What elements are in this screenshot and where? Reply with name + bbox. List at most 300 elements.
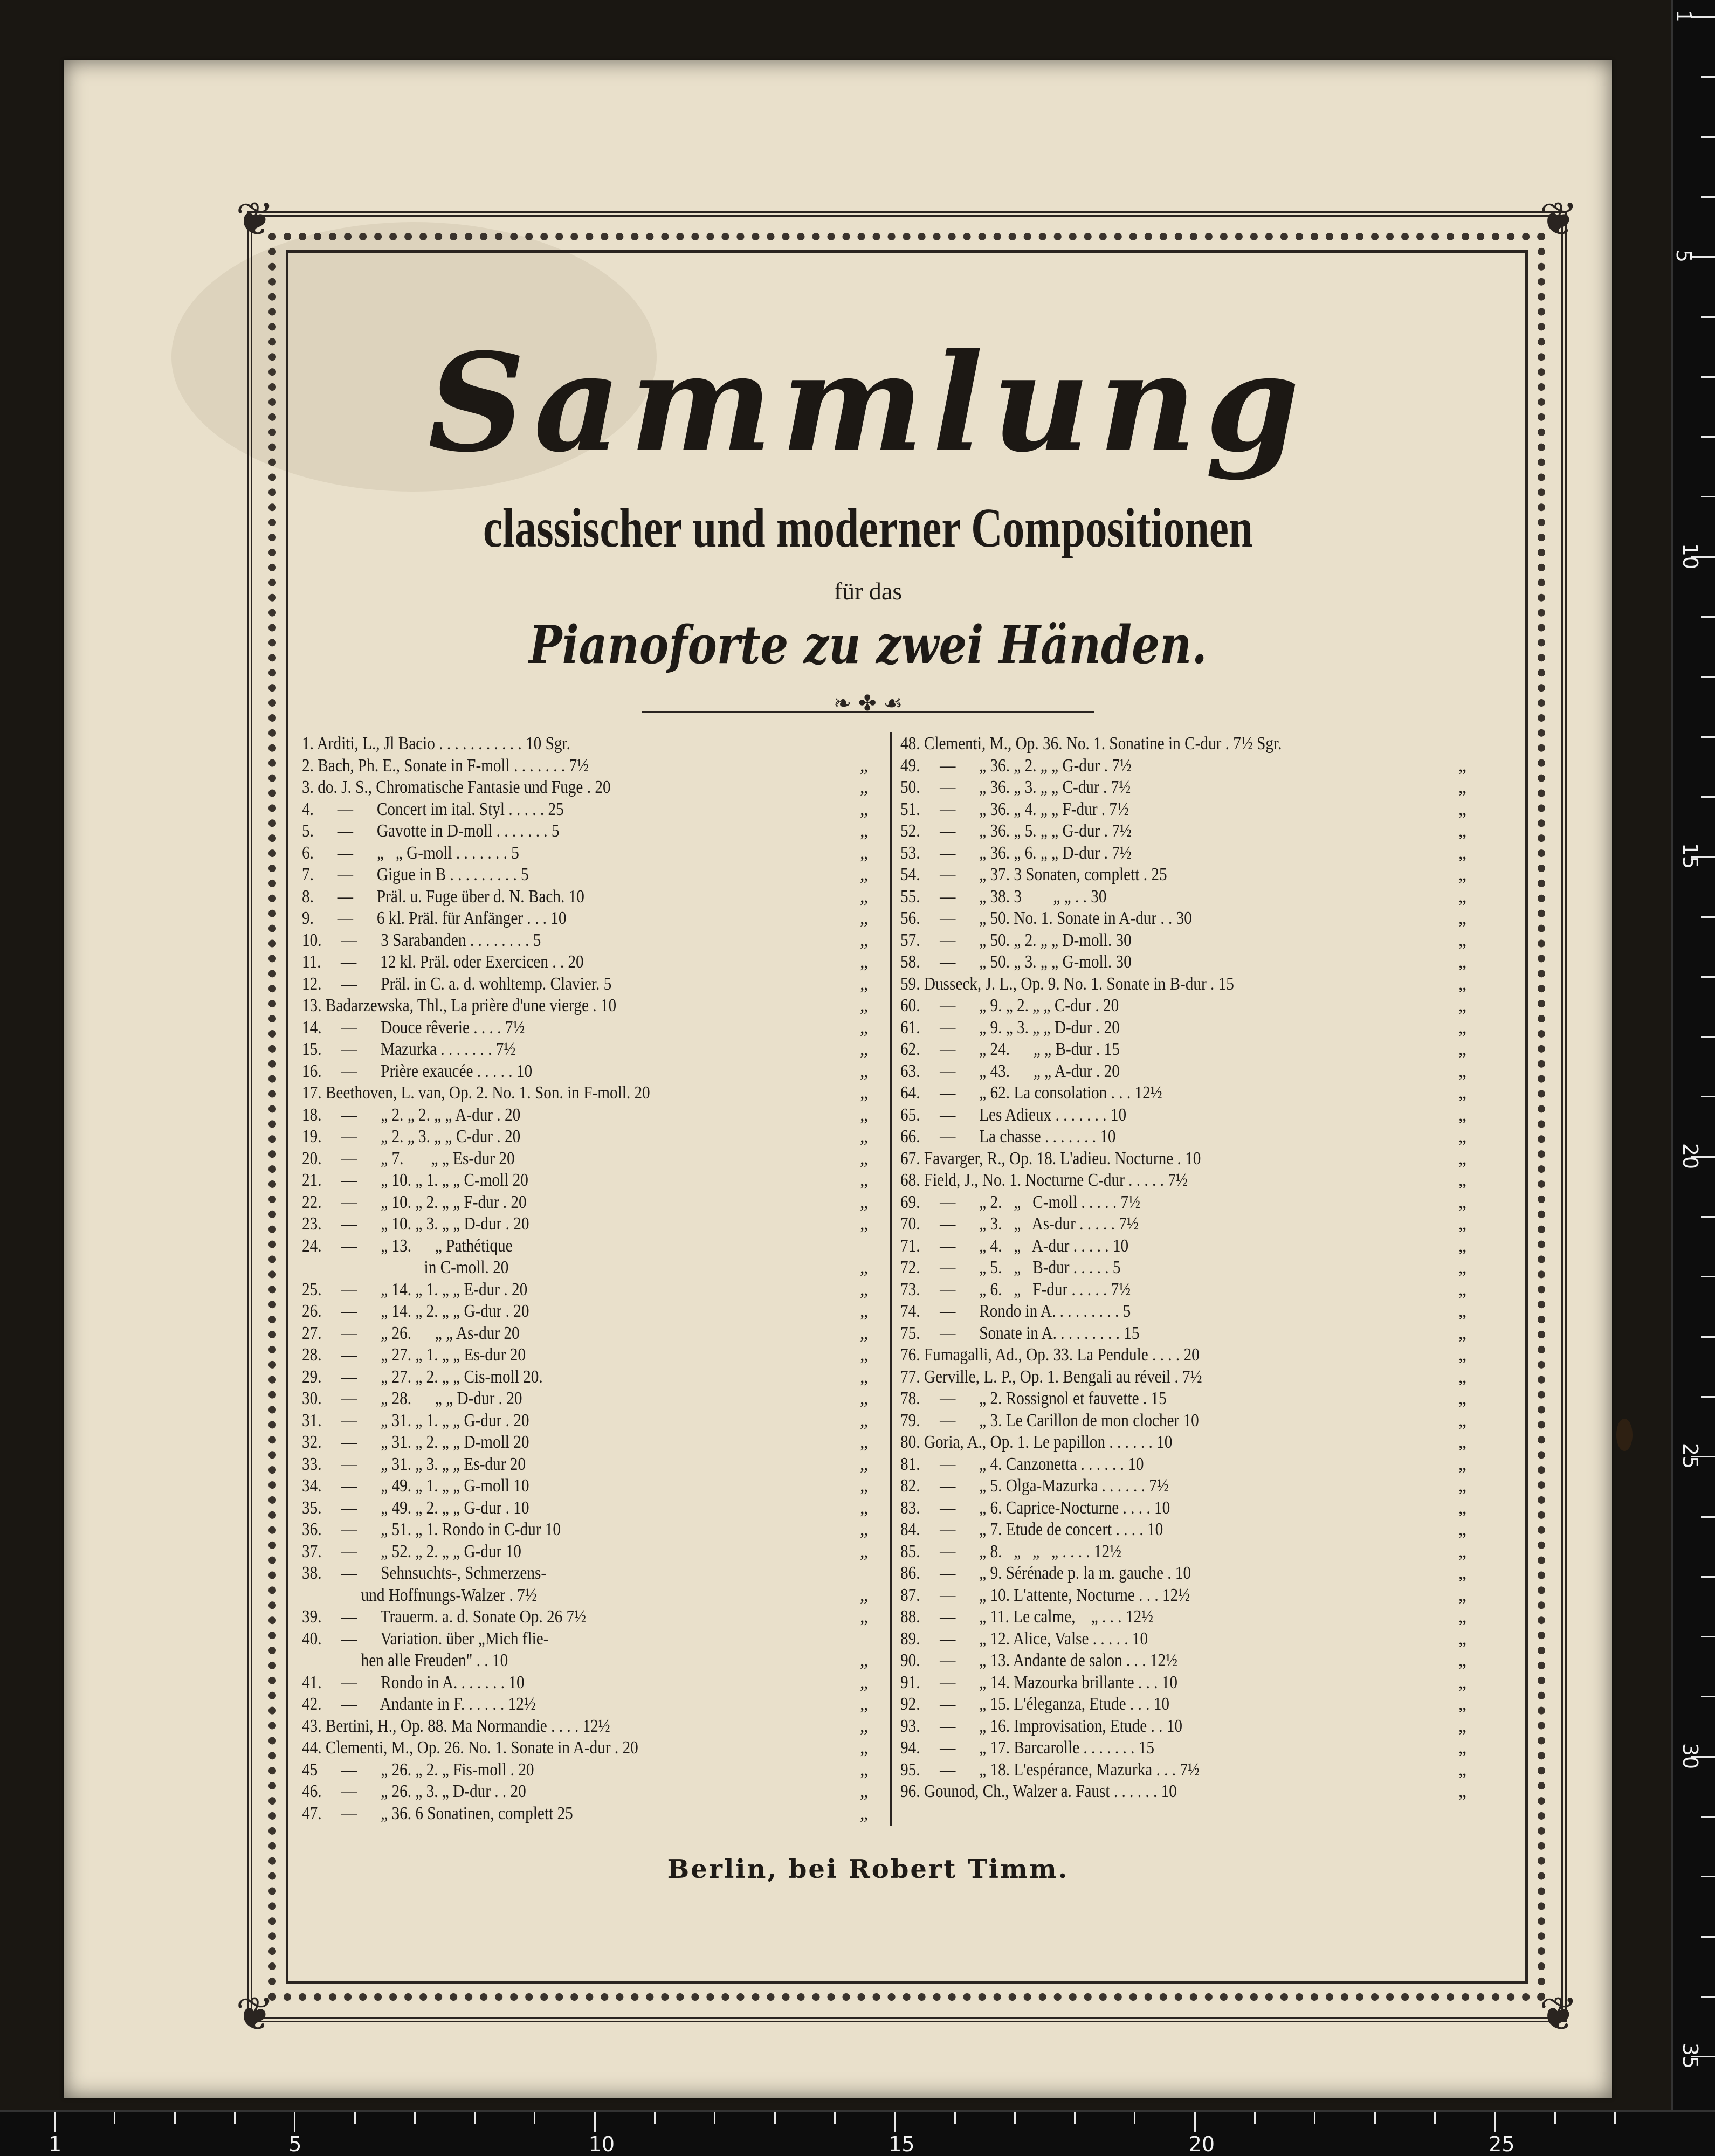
catalog-entry-text: 94. — „ 17. Barcarolle . . . . . . . 15	[900, 1738, 1154, 1758]
catalog-entry-text: 39. — Trauerm. a. d. Sonate Op. 26 7½	[302, 1607, 587, 1627]
catalog-entry	[900, 1410, 1466, 1432]
catalog-entry-text: 15. — Mazurka . . . . . . . 7½	[302, 1039, 516, 1059]
catalog-entry	[302, 733, 868, 755]
catalog-entry	[900, 755, 1466, 777]
catalog-entry-text: 88. — „ 11. Le calme, „ . . . 12½	[900, 1607, 1154, 1627]
price-unit: „	[859, 1650, 868, 1670]
ruler-label: 5	[1672, 250, 1696, 263]
catalog-entry	[900, 1432, 1466, 1454]
price-unit: „	[859, 1476, 868, 1496]
catalog-entry	[302, 1410, 868, 1432]
catalog-entry	[900, 1104, 1466, 1127]
catalog-entry	[302, 1366, 868, 1388]
price-unit: „	[859, 1432, 868, 1452]
ruler-tick	[1701, 676, 1715, 678]
catalog-entry	[900, 1737, 1466, 1759]
catalog-entry	[900, 951, 1466, 973]
price-unit: „	[1458, 1083, 1466, 1103]
catalog-entry	[900, 1497, 1466, 1519]
price-unit: „	[859, 1127, 868, 1146]
price-unit: „	[859, 1519, 868, 1539]
catalog-entry-text: 73. — „ 6. „ F-dur . . . . . 7½	[900, 1279, 1131, 1300]
catalog-entry-text: 75. — Sonate in A. . . . . . . . . 15	[900, 1323, 1140, 1343]
price-unit: „	[1458, 1366, 1466, 1387]
catalog-entry	[900, 1563, 1466, 1585]
price-unit: „	[1458, 1257, 1466, 1277]
price-unit: „	[859, 1170, 868, 1190]
price-unit: „	[1458, 1323, 1466, 1343]
catalog-entry	[302, 1213, 868, 1235]
ruler-label: 1	[49, 2132, 62, 2156]
catalog-entry	[900, 1213, 1466, 1235]
catalog-column-right	[900, 733, 1466, 1803]
catalog-entry	[302, 908, 868, 930]
ruler-tick	[1701, 616, 1715, 618]
catalog-entry-text: 8. — Präl. u. Fuge über d. N. Bach. 10	[302, 886, 584, 907]
catalog-entry-text: 5. — Gavotte in D-moll . . . . . . . 5	[302, 821, 560, 841]
ruler-tick	[1014, 2112, 1016, 2124]
price-unit: „	[1458, 996, 1466, 1015]
price-unit: „	[1458, 755, 1466, 776]
catalog-entry	[900, 886, 1466, 908]
catalog-entry	[900, 1541, 1466, 1563]
catalog-entry	[900, 1716, 1466, 1738]
catalog-entry-text: 90. — „ 13. Andante de salon . . . 12½	[900, 1650, 1178, 1670]
catalog-entry	[302, 1803, 868, 1825]
ruler-tick	[354, 2112, 356, 2124]
price-unit: „	[1458, 1192, 1466, 1212]
ruler-tick	[1434, 2112, 1436, 2124]
catalog-entry	[900, 1344, 1466, 1366]
ruler-tick	[1701, 136, 1715, 138]
for-text: für das	[834, 577, 903, 605]
catalog-entry-text: 79. — „ 3. Le Carillon de mon clocher 10	[900, 1410, 1199, 1431]
catalog-entry-text: 78. — „ 2. Rossignol et fauvette . 15	[900, 1388, 1167, 1408]
catalog-entry-text: 2. Bach, Ph. E., Sonate in F-moll . . . . . . . 7½	[302, 755, 589, 776]
ruler-tick	[1701, 1816, 1715, 1818]
catalog-entry-text: 51. — „ 36. „ 4. „ „ F-dur . 7½	[900, 799, 1129, 819]
corner-ornament-icon: ❦	[235, 1987, 275, 2041]
stain-mark	[1616, 1419, 1633, 1451]
catalog-entry-text: 58. — „ 50. „ 3. „ „ G-moll. 30	[900, 952, 1132, 972]
price-unit: „	[859, 1388, 868, 1408]
catalog-entry-text: 92. — „ 15. L'éleganza, Etude . . . 10	[900, 1694, 1169, 1714]
catalog-entry	[900, 1672, 1466, 1694]
ruler-label: 35	[1678, 2043, 1703, 2069]
catalog-entry-text: 37. — „ 52. „ 2. „ „ G-dur 10	[302, 1541, 521, 1561]
ruler-tick	[1701, 1876, 1715, 1877]
catalog-entry-text: 11. — 12 kl. Präl. oder Exercicen . . 20	[302, 952, 584, 972]
ruler-label: 25	[1678, 1443, 1703, 1469]
price-unit: „	[1458, 1104, 1466, 1125]
column-divider	[890, 732, 892, 1826]
price-unit: „	[859, 1410, 868, 1431]
catalog-entry-text: 13. Badarzewska, Thl., La prière d'une vierge . 10	[302, 996, 617, 1015]
catalog-entry-text: 36. — „ 51. „ 1. Rondo in C-dur 10	[302, 1519, 561, 1539]
price-unit: „	[1458, 1345, 1466, 1365]
catalog-entry-text: 45 — „ 26. „ 2. „ Fis-moll . 20	[302, 1759, 534, 1780]
catalog-entry-text: 33. — „ 31. „ 3. „ „ Es-dur 20	[302, 1454, 526, 1474]
catalog-entry	[302, 1170, 868, 1192]
catalog-entry	[900, 1606, 1466, 1628]
price-unit: „	[1458, 930, 1466, 950]
catalog-entry-text: 56. — „ 50. No. 1. Sonate in A-dur . . 30	[900, 908, 1192, 928]
ruler-label: 10	[588, 2132, 615, 2156]
catalog-entry-text: 23. — „ 10. „ 3. „ „ D-dur . 20	[302, 1214, 529, 1234]
catalog-entry-text: 91. — „ 14. Mazourka brillante . . . 10	[900, 1672, 1178, 1692]
catalog-entry-text: 43. Bertini, H., Op. 88. Ma Normandie . . . . 12½	[302, 1716, 610, 1736]
price-unit: „	[1458, 1454, 1466, 1474]
catalog-entry-text: 16. — Prière exaucée . . . . . 10	[302, 1061, 533, 1081]
catalog-entry	[302, 1323, 868, 1345]
catalog-entry-text: 35. — „ 49. „ 2. „ „ G-dur . 10	[302, 1497, 529, 1518]
price-unit: „	[859, 1104, 868, 1125]
price-unit: „	[1458, 821, 1466, 841]
ruler-tick	[54, 2112, 56, 2132]
catalog-entry-text: 18. — „ 2. „ 2. „ „ A-dur . 20	[302, 1104, 521, 1125]
price-unit: „	[1458, 799, 1466, 819]
catalog-entry	[302, 1257, 868, 1279]
catalog-entry-text: 80. Goria, A., Op. 1. Le papillon . . . . . . 10	[900, 1432, 1173, 1452]
catalog-entry-text: 68. Field, J., No. 1. Nocturne C-dur . . . . . 7½	[900, 1170, 1188, 1190]
catalog-entry	[900, 1039, 1466, 1061]
price-unit: „	[859, 799, 868, 819]
catalog-entry-text: 87. — „ 10. L'attente, Nocturne . . . 12½	[900, 1585, 1190, 1605]
catalog-entry-text: 12. — Präl. in C. a. d. wohltemp. Clavier. 5	[302, 973, 612, 994]
catalog-entry-text: 61. — „ 9. „ 3. „ „ D-dur . 20	[900, 1017, 1120, 1038]
price-unit: „	[859, 1366, 868, 1387]
catalog-entry-text: 86. — „ 9. Sérénade p. la m. gauche . 10	[900, 1563, 1191, 1583]
price-unit: „	[859, 1672, 868, 1692]
catalog-entry-text: 21. — „ 10. „ 1. „ „ C-moll 20	[302, 1170, 528, 1190]
ruler-tick	[1614, 2112, 1616, 2124]
ruler-tick	[1074, 2112, 1076, 2124]
catalog-entry-text: 40. — Variation. über „Mich flie-	[302, 1628, 549, 1649]
catalog-entry-text: 77. Gerville, L. P., Op. 1. Bengali au réveil . 7½	[900, 1366, 1202, 1387]
catalog-entry-text: 25. — „ 14. „ 1. „ „ E-dur . 20	[302, 1279, 528, 1300]
ruler-tick	[834, 2112, 836, 2124]
catalog-entry	[302, 1235, 868, 1257]
ruler-tick	[654, 2112, 656, 2124]
ruler-label: 1	[1672, 9, 1696, 23]
price-unit: „	[859, 1716, 868, 1736]
vertical-ruler	[1671, 0, 1715, 2112]
catalog-entry	[900, 799, 1466, 821]
catalog-entry-text: 76. Fumagalli, Ad., Op. 33. La Pendule . . . . 20	[900, 1345, 1200, 1365]
catalog-entry-text: 48. Clementi, M., Op. 36. No. 1. Sonatine in C-dur . 7½ Sgr.	[900, 734, 1282, 754]
price-unit: „	[1458, 952, 1466, 972]
ruler-tick	[774, 2112, 776, 2124]
catalog-entry	[900, 930, 1466, 952]
price-unit: „	[859, 930, 868, 950]
ruler-tick	[1701, 196, 1715, 198]
price-unit: „	[1458, 1170, 1466, 1190]
catalog-entry-text: 7. — Gigue in B . . . . . . . . . 5	[302, 865, 529, 884]
catalog-entry	[302, 930, 868, 952]
ruler-tick	[114, 2112, 115, 2124]
price-unit: „	[859, 1148, 868, 1169]
price-unit: „	[1458, 1541, 1466, 1561]
ruler-tick	[1701, 1096, 1715, 1097]
ruler-tick	[1701, 496, 1715, 497]
catalog-entry	[900, 1759, 1466, 1781]
catalog-entry-text: 30. — „ 28. „ „ D-dur . 20	[302, 1388, 522, 1408]
page-subtitle: classischer und moderner Compositionen	[483, 497, 1253, 559]
catalog-entry-text: 19. — „ 2. „ 3. „ „ C-dur . 20	[302, 1127, 521, 1146]
catalog-entry	[900, 733, 1466, 755]
ruler-label: 30	[1678, 1743, 1703, 1769]
catalog-entry-text: 54. — „ 37. 3 Sonaten, complett . 25	[900, 865, 1167, 884]
catalog-entry	[302, 1672, 868, 1694]
ruler-tick	[174, 2112, 176, 2124]
catalog-entry	[900, 1279, 1466, 1301]
price-unit: „	[859, 842, 868, 863]
catalog-entry	[302, 1039, 868, 1061]
ruler-tick	[474, 2112, 476, 2124]
price-unit: „	[1458, 1388, 1466, 1408]
catalog-entry	[302, 755, 868, 777]
catalog-entry	[900, 1192, 1466, 1214]
catalog-entry-text: 22. — „ 10. „ 2. „ „ F-dur . 20	[302, 1192, 527, 1212]
price-unit: „	[1458, 842, 1466, 863]
catalog-entry	[302, 1541, 868, 1563]
ruler-tick	[1254, 2112, 1256, 2124]
catalog-entry	[302, 1475, 868, 1497]
price-unit: „	[859, 1759, 868, 1780]
price-unit: „	[859, 1541, 868, 1561]
price-unit: „	[1458, 1432, 1466, 1452]
catalog-entry-text: 10. — 3 Sarabanden . . . . . . . . 5	[302, 930, 541, 950]
catalog-entry	[302, 1759, 868, 1781]
catalog-entry	[302, 1585, 868, 1607]
catalog-entry-text: 59. Dusseck, J. L., Op. 9. No. 1. Sonate in B-dur . 15	[900, 973, 1234, 994]
catalog-entry	[900, 1257, 1466, 1279]
ruler-tick	[414, 2112, 416, 2124]
catalog-entry	[302, 1606, 868, 1628]
corner-ornament-icon: ❦	[235, 192, 275, 246]
price-unit: „	[1458, 1061, 1466, 1081]
ruler-tick	[294, 2112, 295, 2132]
catalog-entry-text: 28. — „ 27. „ 1. „ „ Es-dur 20	[302, 1345, 526, 1365]
catalog-entry-text: 83. — „ 6. Caprice-Nocturne . . . . 10	[900, 1497, 1170, 1518]
ruler-tick	[1701, 1936, 1715, 1938]
catalog-entry-text: 44. Clementi, M., Op. 26. No. 1. Sonate in A-dur . 20	[302, 1738, 638, 1758]
catalog-entry-text: 42. — Andante in F. . . . . . 12½	[302, 1694, 536, 1714]
catalog-entry	[900, 1170, 1466, 1192]
catalog-entry-text: 62. — „ 24. „ „ B-dur . 15	[900, 1039, 1120, 1059]
catalog-entry-text: 55. — „ 38. 3 „ „ . . 30	[900, 886, 1107, 907]
price-unit: „	[859, 1039, 868, 1059]
price-unit: „	[859, 1345, 868, 1365]
price-unit: „	[859, 973, 868, 994]
price-unit: „	[1458, 1127, 1466, 1146]
price-unit: „	[859, 1083, 868, 1103]
ruler-tick	[1701, 1396, 1715, 1398]
price-unit: „	[1458, 1694, 1466, 1714]
catalog-entry	[302, 886, 868, 908]
catalog-entry	[302, 973, 868, 996]
ruler-tick	[1374, 2112, 1376, 2124]
catalog-entry-text: 24. — „ 13. „ Pathétique	[302, 1235, 513, 1256]
catalog-entry-text: 95. — „ 18. L'espérance, Mazurka . . . 7½	[900, 1759, 1200, 1780]
catalog-entry	[302, 842, 868, 865]
catalog-entry	[302, 799, 868, 821]
price-unit: „	[1458, 1301, 1466, 1321]
price-unit: „	[1458, 1519, 1466, 1539]
catalog-entry-text: 53. — „ 36. „ 6. „ „ D-dur . 7½	[900, 842, 1132, 863]
price-unit: „	[859, 952, 868, 972]
catalog-entry-text: 1. Arditi, L., Jl Bacio . . . . . . . . . . . 10 Sgr.	[302, 734, 570, 754]
price-unit: „	[1458, 1716, 1466, 1736]
catalog-entry	[900, 1082, 1466, 1104]
catalog-entry	[900, 1301, 1466, 1323]
catalog-entry	[302, 951, 868, 973]
price-unit: „	[1458, 1410, 1466, 1431]
price-unit: „	[1458, 1476, 1466, 1496]
catalog-entry	[900, 1366, 1466, 1388]
catalog-entry	[302, 1454, 868, 1476]
catalog-entry-text: 84. — „ 7. Etude de concert . . . . 10	[900, 1519, 1163, 1539]
ruler-tick	[1494, 2112, 1496, 2132]
catalog-entry	[302, 1694, 868, 1716]
catalog-entry	[900, 1650, 1466, 1672]
catalog-entry	[900, 908, 1466, 930]
catalog-entry	[302, 1344, 868, 1366]
catalog-entry	[302, 1628, 868, 1650]
catalog-entry	[900, 1126, 1466, 1148]
catalog-entry-text: 64. — „ 62. La consolation . . . 12½	[900, 1083, 1162, 1103]
price-unit: „	[859, 1497, 868, 1518]
catalog-entry	[900, 1061, 1466, 1083]
price-unit: „	[859, 1585, 868, 1605]
catalog-entry	[302, 1279, 868, 1301]
catalog-entry	[900, 842, 1466, 865]
ruler-tick	[1701, 1696, 1715, 1697]
price-unit: „	[859, 1694, 868, 1714]
price-unit: „	[1458, 1628, 1466, 1649]
catalog-entry-text: 82. — „ 5. Olga-Mazurka . . . . . . 7½	[900, 1476, 1169, 1496]
catalog-entry	[302, 1737, 868, 1759]
ruler-tick	[1701, 1336, 1715, 1338]
catalog-entry	[302, 1497, 868, 1519]
price-unit: „	[1458, 1279, 1466, 1300]
ruler-tick	[714, 2112, 715, 2124]
price-unit: „	[1458, 1214, 1466, 1234]
catalog-entry	[302, 820, 868, 842]
catalog-entry-text: 70. — „ 3. „ As-dur . . . . . 7½	[900, 1214, 1139, 1234]
price-unit: „	[859, 1781, 868, 1801]
publisher-imprint: Berlin, bei Robert Timm.	[667, 1854, 1069, 1884]
catalog-entry	[900, 1694, 1466, 1716]
price-unit: „	[859, 1738, 868, 1758]
catalog-column-left	[302, 733, 868, 1825]
price-unit: „	[859, 908, 868, 928]
catalog-entry-text: 57. — „ 50. „ 2. „ „ D-moll. 30	[900, 930, 1132, 950]
page-content	[302, 323, 1466, 1887]
ruler-tick	[1701, 76, 1715, 78]
price-unit: „	[1458, 1585, 1466, 1605]
catalog-entry	[302, 1563, 868, 1585]
ruler-label: 20	[1678, 1143, 1703, 1169]
catalog-entry-text: hen alle Freuden" . . 10	[302, 1650, 508, 1670]
catalog-entry	[302, 864, 868, 886]
catalog-entry-text: 81. — „ 4. Canzonetta . . . . . . 10	[900, 1454, 1144, 1474]
ruler-tick	[1554, 2112, 1556, 2124]
catalog-entry	[900, 777, 1466, 799]
ruler-tick	[1701, 1996, 1715, 1998]
catalog-entry	[302, 1716, 868, 1738]
ruler-tick	[894, 2112, 896, 2132]
catalog-entry	[302, 1650, 868, 1672]
price-unit: „	[1458, 1563, 1466, 1583]
catalog-entry	[900, 1454, 1466, 1476]
price-unit: „	[1458, 1148, 1466, 1169]
catalog-entry	[302, 1519, 868, 1541]
price-unit: „	[859, 1454, 868, 1474]
catalog-entry-text: 74. — Rondo in A. . . . . . . . . 5	[900, 1301, 1131, 1321]
catalog-entry	[900, 1519, 1466, 1541]
catalog-entry-text: 14. — Douce rêverie . . . . 7½	[302, 1017, 525, 1038]
ruler-tick	[534, 2112, 535, 2124]
catalog-entry-text: 3. do. J. S., Chromatische Fantasie und Fuge . 20	[302, 777, 611, 797]
price-unit: „	[1458, 1672, 1466, 1692]
price-unit: „	[859, 1257, 868, 1277]
catalog-entry-text: 46. — „ 26. „ 3. „ D-dur . . 20	[302, 1781, 526, 1801]
price-unit: „	[1458, 973, 1466, 994]
ruler-label: 5	[288, 2132, 302, 2156]
catalog-entry-text: 34. — „ 49. „ 1. „ „ G-moll 10	[302, 1476, 529, 1496]
catalog-entry	[302, 1192, 868, 1214]
price-unit: „	[1458, 886, 1466, 907]
ruler-tick	[1701, 1276, 1715, 1277]
catalog-entry	[900, 995, 1466, 1017]
catalog-entry	[302, 995, 868, 1017]
price-unit: „	[1458, 777, 1466, 797]
catalog-entry-text: 27. — „ 26. „ „ As-dur 20	[302, 1323, 520, 1343]
catalog-entry-text: 29. — „ 27. „ 2. „ „ Cis-moll 20.	[302, 1366, 543, 1387]
catalog-entry	[302, 1104, 868, 1127]
ruler-tick	[234, 2112, 236, 2124]
ruler-tick	[1701, 1636, 1715, 1637]
price-unit: „	[859, 996, 868, 1015]
instrument-title: Pianoforte zu zwei Händen.	[529, 614, 1207, 675]
price-unit: „	[859, 1061, 868, 1081]
catalog-entry-text: 49. — „ 36. „ 2. „ „ G-dur . 7½	[900, 755, 1132, 776]
catalog-entry-text: 6. — „ „ G-moll . . . . . . . 5	[302, 842, 519, 863]
catalog-entry	[302, 1148, 868, 1170]
price-unit: „	[859, 1301, 868, 1321]
catalog-entry	[900, 1235, 1466, 1257]
price-unit: „	[859, 1017, 868, 1038]
catalog-entry-text: 20. — „ 7. „ „ Es-dur 20	[302, 1148, 515, 1169]
ruler-tick	[1701, 1576, 1715, 1578]
catalog-entry-text: 93. — „ 16. Improvisation, Etude . . 10	[900, 1716, 1183, 1736]
ruler-tick	[1314, 2112, 1315, 2124]
catalog-entry-text: und Hoffnungs-Walzer . 7½	[302, 1585, 537, 1605]
catalog-entry	[900, 1475, 1466, 1497]
price-unit: „	[1458, 908, 1466, 928]
ruler-label: 15	[1678, 843, 1703, 869]
catalog-entry-text: 50. — „ 36. „ 3. „ „ C-dur . 7½	[900, 777, 1131, 797]
price-unit: „	[1458, 1650, 1466, 1670]
catalog-entry	[302, 1388, 868, 1410]
catalog-entry-text: 26. — „ 14. „ 2. „ „ G-dur . 20	[302, 1301, 529, 1321]
catalog-entry	[302, 1017, 868, 1039]
price-unit: „	[859, 1803, 868, 1823]
ruler-tick	[1701, 916, 1715, 918]
price-unit: „	[859, 1607, 868, 1627]
catalog-entry-text: 32. — „ 31. „ 2. „ „ D-moll 20	[302, 1432, 529, 1452]
